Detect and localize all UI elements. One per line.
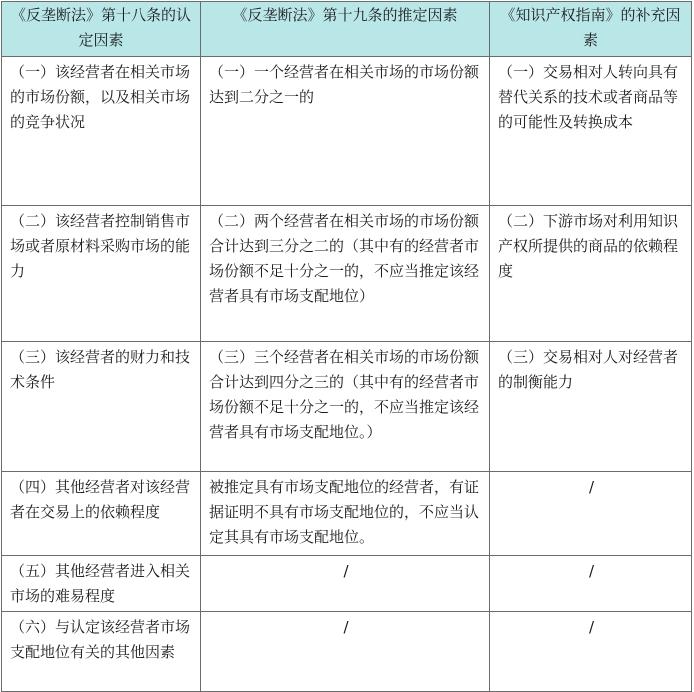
- cell-guide: （二）下游市场对利用知识产权所提供的商品的依赖程度: [490, 206, 692, 342]
- cell-art19: （一）一个经营者在相关市场的市场份额达到二分之一的: [201, 57, 490, 206]
- cell-art18: （二）该经营者控制销售市场或者原材料采购市场的能力: [2, 206, 201, 342]
- table-row: [2, 342, 692, 472]
- header-guide: 《知识产权指南》的补充因素: [490, 2, 692, 57]
- document-page: [1, 1, 693, 692]
- cell-art18: （六）与认定该经营者市场支配地位有关的其他因素: [2, 612, 201, 692]
- cell-art18: （四）其他经营者对该经营者在交易上的依赖程度: [2, 472, 201, 556]
- cell-art18: （一）该经营者在相关市场的市场份额，以及相关市场的竞争状况: [2, 57, 201, 206]
- cell-art18: （五）其他经营者进入相关市场的难易程度: [2, 556, 201, 612]
- table-row: [2, 57, 692, 206]
- cell-art19: /: [201, 612, 490, 692]
- cell-guide: （一）交易相对人转向具有替代关系的技术或者商品等的可能性及转换成本: [490, 57, 692, 206]
- cell-guide: /: [490, 472, 692, 556]
- table-row: [2, 556, 692, 612]
- cell-guide: （三）交易相对人对经营者的制衡能力: [490, 342, 692, 472]
- cell-guide: /: [490, 612, 692, 692]
- table-row: [2, 206, 692, 342]
- comparison-table: [1, 1, 692, 692]
- cell-art19: （三）三个经营者在相关市场的市场份额合计达到四分之三的（其中有的经营者市场份额不足十分之一的，不应当推定该经营者具有市场支配地位。）: [201, 342, 490, 472]
- cell-guide: /: [490, 556, 692, 612]
- header-art18: 《反垄断法》第十八条的认定因素: [2, 2, 201, 57]
- cell-art19: 被推定具有市场支配地位的经营者，有证据证明不具有市场支配地位的，不应当认定其具有市场支配地位。: [201, 472, 490, 556]
- table-row: [2, 612, 692, 692]
- table-row: [2, 472, 692, 556]
- cell-art19: /: [201, 556, 490, 612]
- cell-art19: （二）两个经营者在相关市场的市场份额合计达到三分之二的（其中有的经营者市场份额不足十分之一的，不应当推定该经营者具有市场支配地位）: [201, 206, 490, 342]
- table-header-row: [2, 2, 692, 57]
- cell-art18: （三）该经营者的财力和技术条件: [2, 342, 201, 472]
- header-art19: 《反垄断法》第十九条的推定因素: [201, 2, 490, 57]
